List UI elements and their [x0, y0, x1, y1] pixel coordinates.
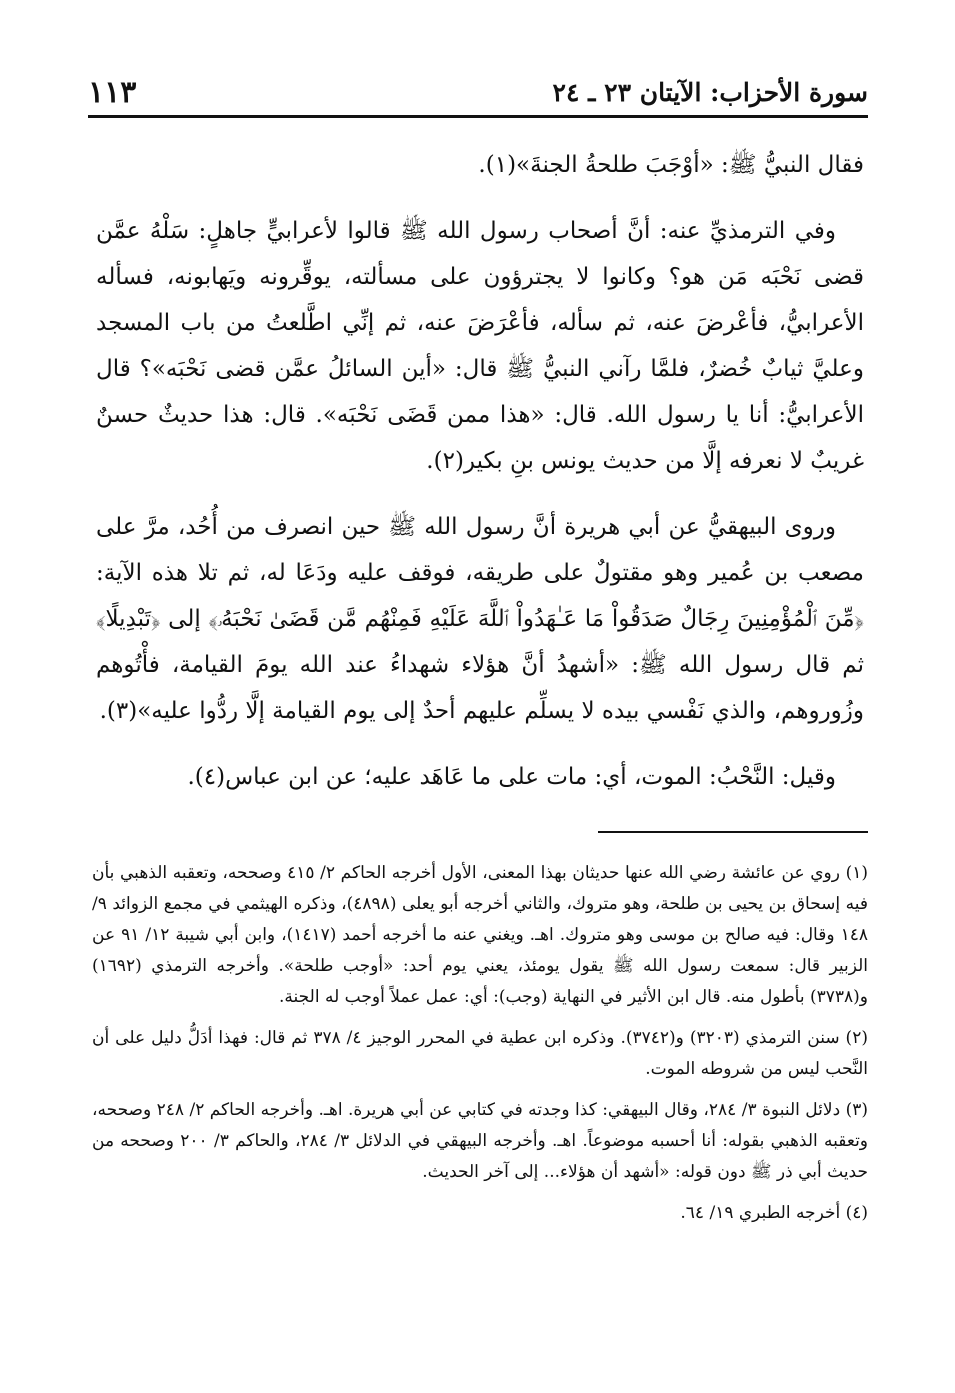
footnote-separator	[598, 831, 868, 833]
paragraph: فقال النبيُّ ﷺ: «أوْجَبَ طلحةُ الجنةَ»(١).	[478, 152, 864, 178]
main-text	[96, 142, 864, 820]
footnote: (٢) سنن الترمذي (٣٢٠٣) و(٣٧٤٢). وذكره ابن عطية في المحرر الوجيز ٤/ ٣٧٨ ثم قال: فهذا أدَلُّ دليل على أن النَّحب ليس من شروطه الموت.	[92, 1028, 868, 1079]
footnotes	[92, 858, 868, 1239]
footnote: (٤) أخرجه الطبري ١٩/ ٦٤.	[680, 1203, 868, 1223]
header-rule	[88, 115, 868, 118]
paragraph: وفي الترمذيِّ عنه: أنَّ أصحاب رسول الله ﷺ قالوا لأعرابيٍّ جاهلٍ: سَلْهُ عمَّن قضى نَحْبَه مَن هو؟ وكانوا لا يجترؤون على مسألته، يوقِّرونه ويَهابونه، فسأله الأعرابيُّ، فأعْرضَ عنه، ثم سأله، فأعْرَضَ عنه، ثم إنِّي اطَّلعتُ من باب المسجد وعليَّ ثيابٌ خُضرٌ، فلمَّا رآني النبيُّ ﷺ قال: «أين السائلُ عمَّن قضى نَحْبَه»؟ قال الأعرابيُّ: أنا يا رسول الله. قال: «هذا ممن قَضَى نَحْبَه». قال: هذا حديثٌ حسنٌ غريبٌ لا نعرفه إلَّا من حديث يونس بنِ بكير(٢).	[96, 218, 864, 474]
footnote: (٣) دلائل النبوة ٣/ ٢٨٤، وقال البيهقي: كذا وجدته في كتابي عن أبي هريرة. اهـ. وأخرجه الحاكم ٢/ ٢٤٨ وصححه، وتعقبه الذهبي بقوله: أنا أحسبه موضوعاً. اهـ. وأخرجه البيهقي في الدلائل ٣/ ٢٨٤، والحاكم ٣/ ٢٠٠ وصححه من حديث أبي ذر ﷺ دون قوله: «أشهد أن هؤلاء... إلى آخر الحديث.	[92, 1100, 869, 1182]
paragraph: وقيل: النَّحْبُ: الموت، أي: مات على ما عَاهَد عليه؛ عن ابن عباس(٤).	[187, 764, 836, 790]
page-number: ١١٣	[88, 75, 137, 110]
footnote: (١) روي عن عائشة رضي الله عنها حديثان بهذا المعنى، الأول أخرجه الحاكم ٢/ ٤١٥ وصححه، وتعقبه الذهبي بأن فيه إسحاق بن يحيى بن طلحة، وهو متروك، والثاني أخرجه أبو يعلى (٤٨٩٨)، وذكره الهيثمي في مجمع الزوائد ٩/ ١٤٨ وقال: فيه صالح بن موسى وهو متروك. اهـ. ويغني عنه ما أخرجه أحمد (١٤١٧)، وابن أبي شيبة ١٢/ ٩١ عن الزبير قال: سمعت رسول الله ﷺ يقول يومئذ، يعني يوم أحد: «أوجب طلحة». وأخرجه الترمذي (١٦٩٢) و(٣٧٣٨) بأطول منه. قال ابن الأثير في النهاية (وجب): أي: عمل عملاً أوجب له الجنة.	[92, 863, 869, 1007]
page-header	[88, 66, 868, 112]
running-head: سورة الأحزاب: الآيتان ٢٣ ـ ٢٤	[552, 78, 868, 107]
paragraph: وروى البيهقيُّ عن أبي هريرة أنَّ رسول الله ﷺ حين انصرف من أُحُد، مرَّ على مصعب بن عُمير وهو مقتولٌ على طريقه، فوقف عليه ودَعَا له، ثم تلا هذه الآية: ﴿مِّنَ ٱلْمُؤْمِنِينَ رِجَالٌ صَدَقُواْ مَا عَـٰهَدُواْ ٱللَّهَ عَلَيْهِ فَمِنْهُم مَّن قَضَىٰ نَحْبَهُۥ﴾ إلى ﴿تَبْدِيلًا﴾ ثم قال رسول الله ﷺ: «أشهدُ أنَّ هؤلاء شهداءُ عند الله يومَ القيامة، فأْتُوهم وزُوروهم، والذي نَفْسي بيده لا يسلِّم عليهم أحدٌ إلى يوم القيامة إلَّا ردُّوا عليه»(٣).	[96, 514, 864, 724]
